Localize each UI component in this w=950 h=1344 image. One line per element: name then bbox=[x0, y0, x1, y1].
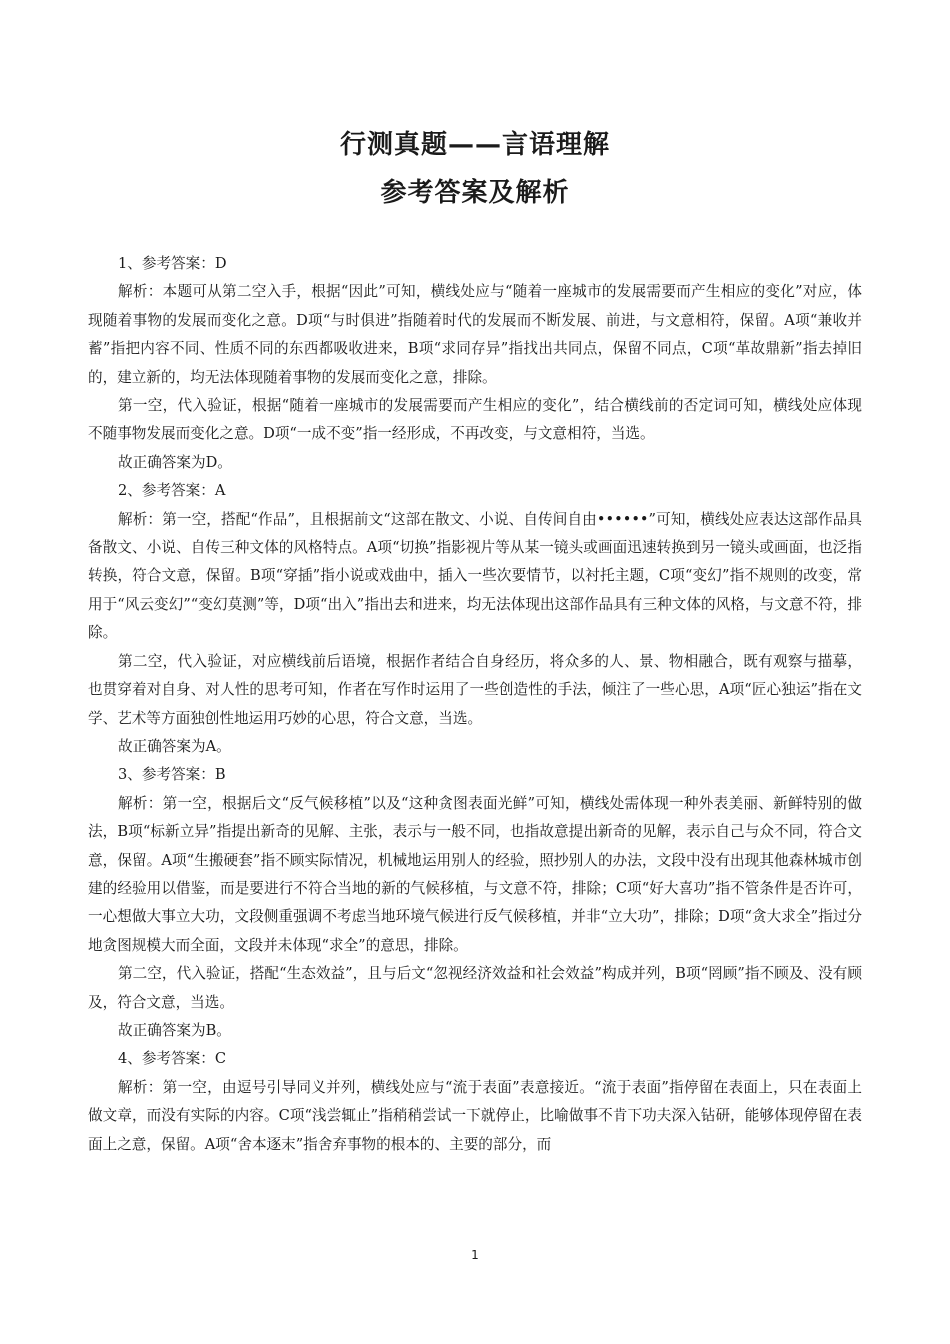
paragraph: 第二空，代入验证，对应横线前后语境，根据作者结合自身经历，将众多的人、景、物相融合，既有观察与描摹，也贯穿着对自身、对人性的思考可知，作者在写作时运用了一些创造性的手法，倾注了一些心思，A项“匠心独运”指在文学、艺术等方面独创性地运用巧妙的心思，符合文意，当选。 bbox=[88, 652, 862, 727]
paragraph: 故正确答案为D。 bbox=[118, 453, 232, 471]
answer-heading-1: 1、参考答案：D bbox=[118, 255, 227, 272]
paragraph: 故正确答案为A。 bbox=[118, 737, 231, 755]
answer-heading-3: 3、参考答案：B bbox=[118, 766, 226, 784]
paragraph: 第一空，代入验证，根据“随着一座城市的发展需要而产生相应的变化”，结合横线前的否定词可知，横线处应体现不随事物发展而变化之意。D项“一成不变”指一经形成，不再改变，与文意相符，当选。 bbox=[88, 397, 862, 443]
paragraph: 故正确答案为B。 bbox=[118, 1021, 231, 1039]
answer-heading-2: 2、参考答案：A bbox=[118, 482, 226, 500]
paragraph: 解析：本题可从第二空入手，根据“因此”可知，横线处应与“随着一座城市的发展需要而产生相应的变化”对应，体现随着事物的发展而变化之意。D项“与时俱进”指随着时代的发展而不断发展、前进，与文意相符，保留。A项“兼收并蓄”指把内容不同、性质不同的东西都吸收进来，B项“求同存异”指找出共同点，保留不同点，C项“革故鼎新”指去掉旧的，建立新的，均无法体现随着事物的发展而变化之意，排除。 bbox=[88, 283, 862, 386]
paragraph: 解析：第一空，搭配“作品”，且根据前文“这部在散文、小说、自传间自由••••••”可知，横线处应表达这部作品具备散文、小说、自传三种文体的风格特点。A项“切换”指影视片等从某一镜头或画面迅速转换到另一镜头或画面，也泛指转换，符合文意，保留。B项“穿插”指小说或戏曲中，插入一些次要情节，以衬托主题，C项“变幻”指不规则的改变，常用于“风云变幻”“变幻莫测”等，D项“出入”指出去和进来，均无法体现出这部作品具有三种文体的风格，与文意不符，排除。 bbox=[88, 510, 862, 642]
document-body bbox=[88, 250, 862, 1159]
document-subtitle: 参考答案及解析 bbox=[380, 178, 570, 208]
paragraph: 第二空，代入验证，搭配“生态效益”，且与后文“忽视经济效益和社会效益”构成并列，B项“罔顾”指不顾及、没有顾及，符合文意，当选。 bbox=[88, 965, 862, 1011]
paragraph: 解析：第一空，根据后文“反气候移植”以及“这种贪图表面光鲜”可知，横线处需体现一种外表美丽、新鲜特别的做法，B项“标新立异”指提出新奇的见解、主张，表示与一般不同，也指故意提出新奇的见解，表示自己与众不同，符合文意，保留。A项“生搬硬套”指不顾实际情况，机械地运用别人的经验，照抄别人的办法，文段中没有出现其他森林城市创建的经验用以借鉴，而是要进行不符合当地的新的气候移植，与文意不符，排除；C项“好大喜功”指不管条件是否许可，一心想做大事立大功，文段侧重强调不考虑当地环境气候进行反气候移植，并非“立大功”，排除；D项“贪大求全”指过分地贪图规模大而全面，文段并未体现“求全”的意思，排除。 bbox=[88, 794, 862, 954]
document-title: 行测真题——言语理解 bbox=[339, 130, 610, 160]
page-number: 1 bbox=[471, 1248, 479, 1262]
answer-heading-4: 4、参考答案：C bbox=[118, 1050, 227, 1068]
paragraph: 解析：第一空，由逗号引导同义并列，横线处应与“流于表面”表意接近。“流于表面”指停留在表面上，只在表面上做文章，而没有实际的内容。C项“浅尝辄止”指稍稍尝试一下就停止，比喻做事不肯下功夫深入钻研，能够体现停留在表面上之意，保留。A项“舍本逐末”指舍弃事物的根本的、主要的部分，而 bbox=[88, 1078, 862, 1153]
